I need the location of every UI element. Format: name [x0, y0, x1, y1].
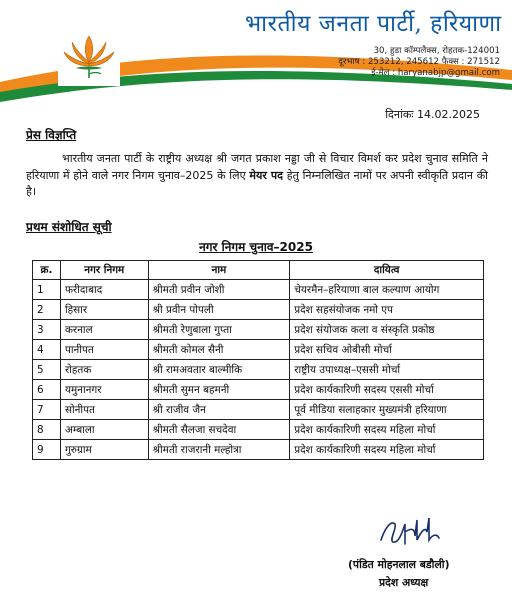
table-row: [33, 320, 484, 340]
row-corporation: रोहतक: [60, 360, 148, 380]
row-responsibility: पूर्व मीडिया सलाहकार मुख्यमंत्री हरियाणा: [290, 400, 484, 420]
row-serial: 8: [33, 420, 61, 440]
row-responsibility: प्रदेश कार्यकारिणी सदस्य एससी मोर्चा: [290, 380, 484, 400]
table-title: नगर निगम चुनाव–2025: [199, 240, 313, 254]
lotus-icon: [58, 30, 120, 86]
paragraph-text-part2: हेतु निम्नलिखित नामों पर अपनी स्वीकृति प्रदान की है।: [26, 168, 488, 198]
row-responsibility: प्रदेश संयोजक कला व संस्कृति प्रकोष्ठ: [290, 320, 484, 340]
row-responsibility: प्रदेश कार्यकारिणी सदस्य महिला मोर्चा: [290, 440, 484, 460]
row-name: श्री प्रवीन पोपली: [148, 300, 290, 320]
header-corporation: नगर निगम: [60, 261, 148, 280]
lotus-logo: [58, 30, 120, 86]
row-name: श्रीमती सुमन बहमनी: [148, 380, 290, 400]
paragraph-text-part1: भारतीय जनता पार्टी के राष्ट्रीय अध्यक्ष श्री जगत प्रकाश नड्डा जी से विचार विमर्श कर प्रदेश चुनाव समिति ने हरियाणा में होने वाले नगर निगम चुनाव–2025 के लिए: [26, 152, 488, 182]
row-responsibility: प्रदेश सहसंयोजक नमो एप: [290, 300, 484, 320]
document-date: दिनांकः 14.02.2025: [385, 108, 480, 121]
row-corporation: गुरुग्राम: [60, 440, 148, 460]
row-responsibility: प्रदेश सचिव ओबीसी मोर्चा: [290, 340, 484, 360]
table-row: [33, 360, 484, 380]
press-release-paragraph: [26, 151, 488, 201]
press-release-title: प्रेस विज्ञप्ति: [26, 128, 77, 142]
row-responsibility: चेयरमैन–हरियाणा बाल कल्याण आयोग: [290, 280, 484, 300]
row-serial: 5: [33, 360, 61, 380]
row-name: श्री राजीव जैन: [148, 400, 290, 420]
row-serial: 2: [33, 300, 61, 320]
row-corporation: पानीपत: [60, 340, 148, 360]
row-serial: 6: [33, 380, 61, 400]
row-name: श्रीमती रेणुबाला गुप्ता: [148, 320, 290, 340]
candidate-table: [32, 260, 484, 460]
header-name: नाम: [148, 261, 290, 280]
party-name: भारतीय जनता पार्टी, हरियाणा: [245, 11, 502, 37]
table-row: [33, 280, 484, 300]
signatory-name: (पंडित मोहनलाल बडौली): [348, 558, 450, 571]
table-row: [33, 420, 484, 440]
row-responsibility: राष्ट्रीय उपाध्यक्ष–एससी मोर्चा: [290, 360, 484, 380]
row-serial: 3: [33, 320, 61, 340]
letterhead-address: 30, हुडा कॉम्पलैक्स, रोहतक-124001: [373, 46, 500, 56]
row-name: श्रीमती कोमल सैनी: [148, 340, 290, 360]
signatory-designation: प्रदेश अध्यक्ष: [379, 576, 429, 589]
row-serial: 7: [33, 400, 61, 420]
table-row: [33, 400, 484, 420]
row-serial: 9: [33, 440, 61, 460]
header-responsibility: दायित्व: [290, 261, 484, 280]
table-row: [33, 380, 484, 400]
table-row: [33, 340, 484, 360]
row-serial: 1: [33, 280, 61, 300]
letterhead-phone: दूरभाष : 253212, 245612 फैक्स : 271512: [338, 57, 500, 67]
row-name: श्रीमती प्रवीन जोशी: [148, 280, 290, 300]
row-responsibility: प्रदेश कार्यकारिणी सदस्य महिला मोर्चा: [290, 420, 484, 440]
letterhead: [0, 0, 512, 112]
row-corporation: करनाल: [60, 320, 148, 340]
signature-scribble: [375, 510, 445, 554]
row-name: श्रीमती सैलजा सचदेवा: [148, 420, 290, 440]
table-row: [33, 300, 484, 320]
table-row: [33, 440, 484, 460]
row-corporation: फरीदाबाद: [60, 280, 148, 300]
row-corporation: हिसार: [60, 300, 148, 320]
row-corporation: यमुनानगर: [60, 380, 148, 400]
row-name: श्रीमती राजरानी मल्होत्रा: [148, 440, 290, 460]
list-title: प्रथम संशोधित सूची: [26, 220, 112, 234]
row-corporation: सोनीपत: [60, 400, 148, 420]
row-serial: 4: [33, 340, 61, 360]
row-corporation: अम्बाला: [60, 420, 148, 440]
row-name: श्री रामअवतार बाल्मीकि: [148, 360, 290, 380]
paragraph-highlight: मेयर पद: [249, 168, 284, 182]
table-header-row: [33, 261, 484, 280]
header-serial: क्र.: [33, 261, 61, 280]
letterhead-email: ई-मेल : haryanabjp@gmail.com: [371, 68, 500, 78]
